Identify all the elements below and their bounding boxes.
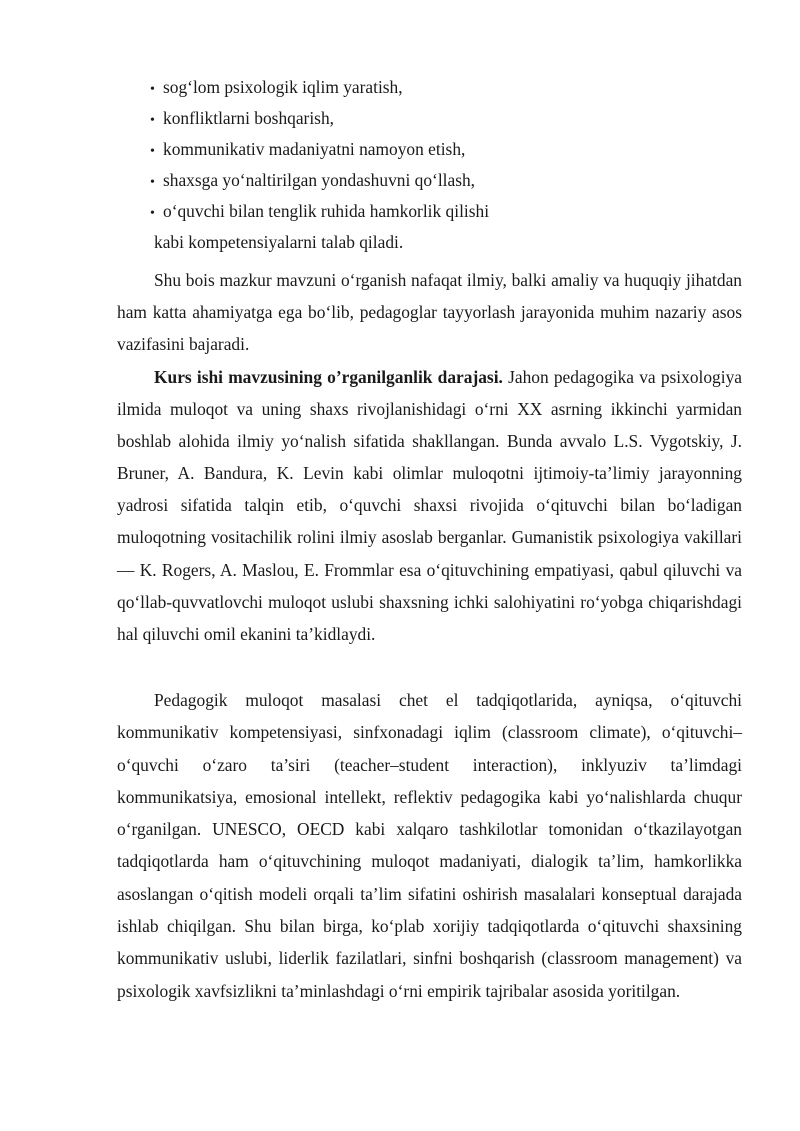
list-item — [150, 196, 710, 227]
paragraph-foreign-research: Pedagogik muloqot masalasi chet el tadqiqotlarida, ayniqsa, o‘qituvchi kommunikativ kompetensiyasi, sinfxonadagi iqlim (classroom climate), o‘qituvchi–o‘quvchi o‘zaro ta’siri (teacher–student interaction), inklyuziv ta’limdagi kommunikatsiya, emosional intellekt, reflektiv pedagogika kabi yo‘nalishlarda chuqur o‘rganilgan. UNESCO, OECD kabi xalqaro tashkilotlar tomonidan o‘tkazilayotgan tadqiqotlarda ham o‘qituvchining muloqot madaniyati, dialogik ta’lim, hamkorlikka asoslangan o‘qitish modeli orqali ta’lim sifatini oshirish masalalari konseptual darajada ishlab chiqilgan. Shu bilan birga, ko‘plab xorijiy tadqiqotlarda o‘qituvchi shaxsining kommunikativ uslubi, liderlik fazilatlari, sinfni boshqarish (classroom management) va psixologik xavfsizlikni ta’minlashdagi o‘rni empirik tajribalar asosida yoritilgan. — [117, 690, 742, 1001]
paragraph-significance: Shu bois mazkur mavzuni o‘rganish nafaqat ilmiy, balki amaliy va huquqiy jihatdan ham katta ahamiyatga ega bo‘lib, pedagoglar tayyorlash jarayonida muhim nazariy asos vazifasini bajaradi. — [117, 270, 742, 355]
bullet-mark: • — [150, 206, 155, 221]
bullet-mark: • — [150, 175, 155, 190]
paragraph-research-level — [117, 361, 742, 650]
list-item — [150, 165, 710, 196]
list-item-text: konfliktlarni boshqarish, — [163, 108, 334, 128]
list-item — [150, 134, 710, 165]
paragraph-heading: Kurs ishi mavzusining o’rganilganlik darajasi. — [154, 367, 503, 387]
list-item — [150, 103, 710, 134]
competency-bullet-list — [150, 72, 710, 227]
list-closing-line: kabi kompetensiyalarni talab qiladi. — [154, 232, 404, 252]
list-item-text: shaxsga yo‘naltirilgan yondashuvni qo‘llash, — [163, 170, 476, 190]
bullet-mark: • — [150, 144, 155, 159]
list-item — [150, 72, 710, 103]
bullet-mark: • — [150, 113, 155, 128]
list-item-text: o‘quvchi bilan tenglik ruhida hamkorlik qilishi — [163, 201, 490, 221]
paragraph-body: Jahon pedagogika va psixologiya ilmida muloqot va uning shaxs rivojlanishidagi o‘rni XX asrning ikkinchi yarmidan boshlab alohida ilmiy yo‘nalish sifatida shakllangan. Bunda avvalo L.S. Vygotskiy, J. Bruner, A. Bandura, K. Levin kabi olimlar muloqotni ijtimoiy-ta’limiy jarayonning yadrosi sifatida talqin etib, o‘quvchi shaxsi rivojida o‘qituvchi bilan bo‘ladigan muloqotning vositachilik rolini ilmiy asoslab berganlar. Gumanistik psixologiya vakillari — K. Rogers, A. Maslou, E. Frommlar esa o‘qituvchining empatiyasi, qabul qiluvchi va qo‘llab-quvvatlovchi muloqot uslubi shaxsning ichki salohiyatini ro‘yobga chiqarishdagi hal qiluvchi omil ekanini ta’kidlaydi. — [117, 367, 742, 644]
bullet-mark: • — [150, 82, 155, 97]
list-item-text: sog‘lom psixologik iqlim yaratish, — [163, 77, 403, 97]
list-item-text: kommunikativ madaniyatni namoyon etish, — [163, 139, 466, 159]
